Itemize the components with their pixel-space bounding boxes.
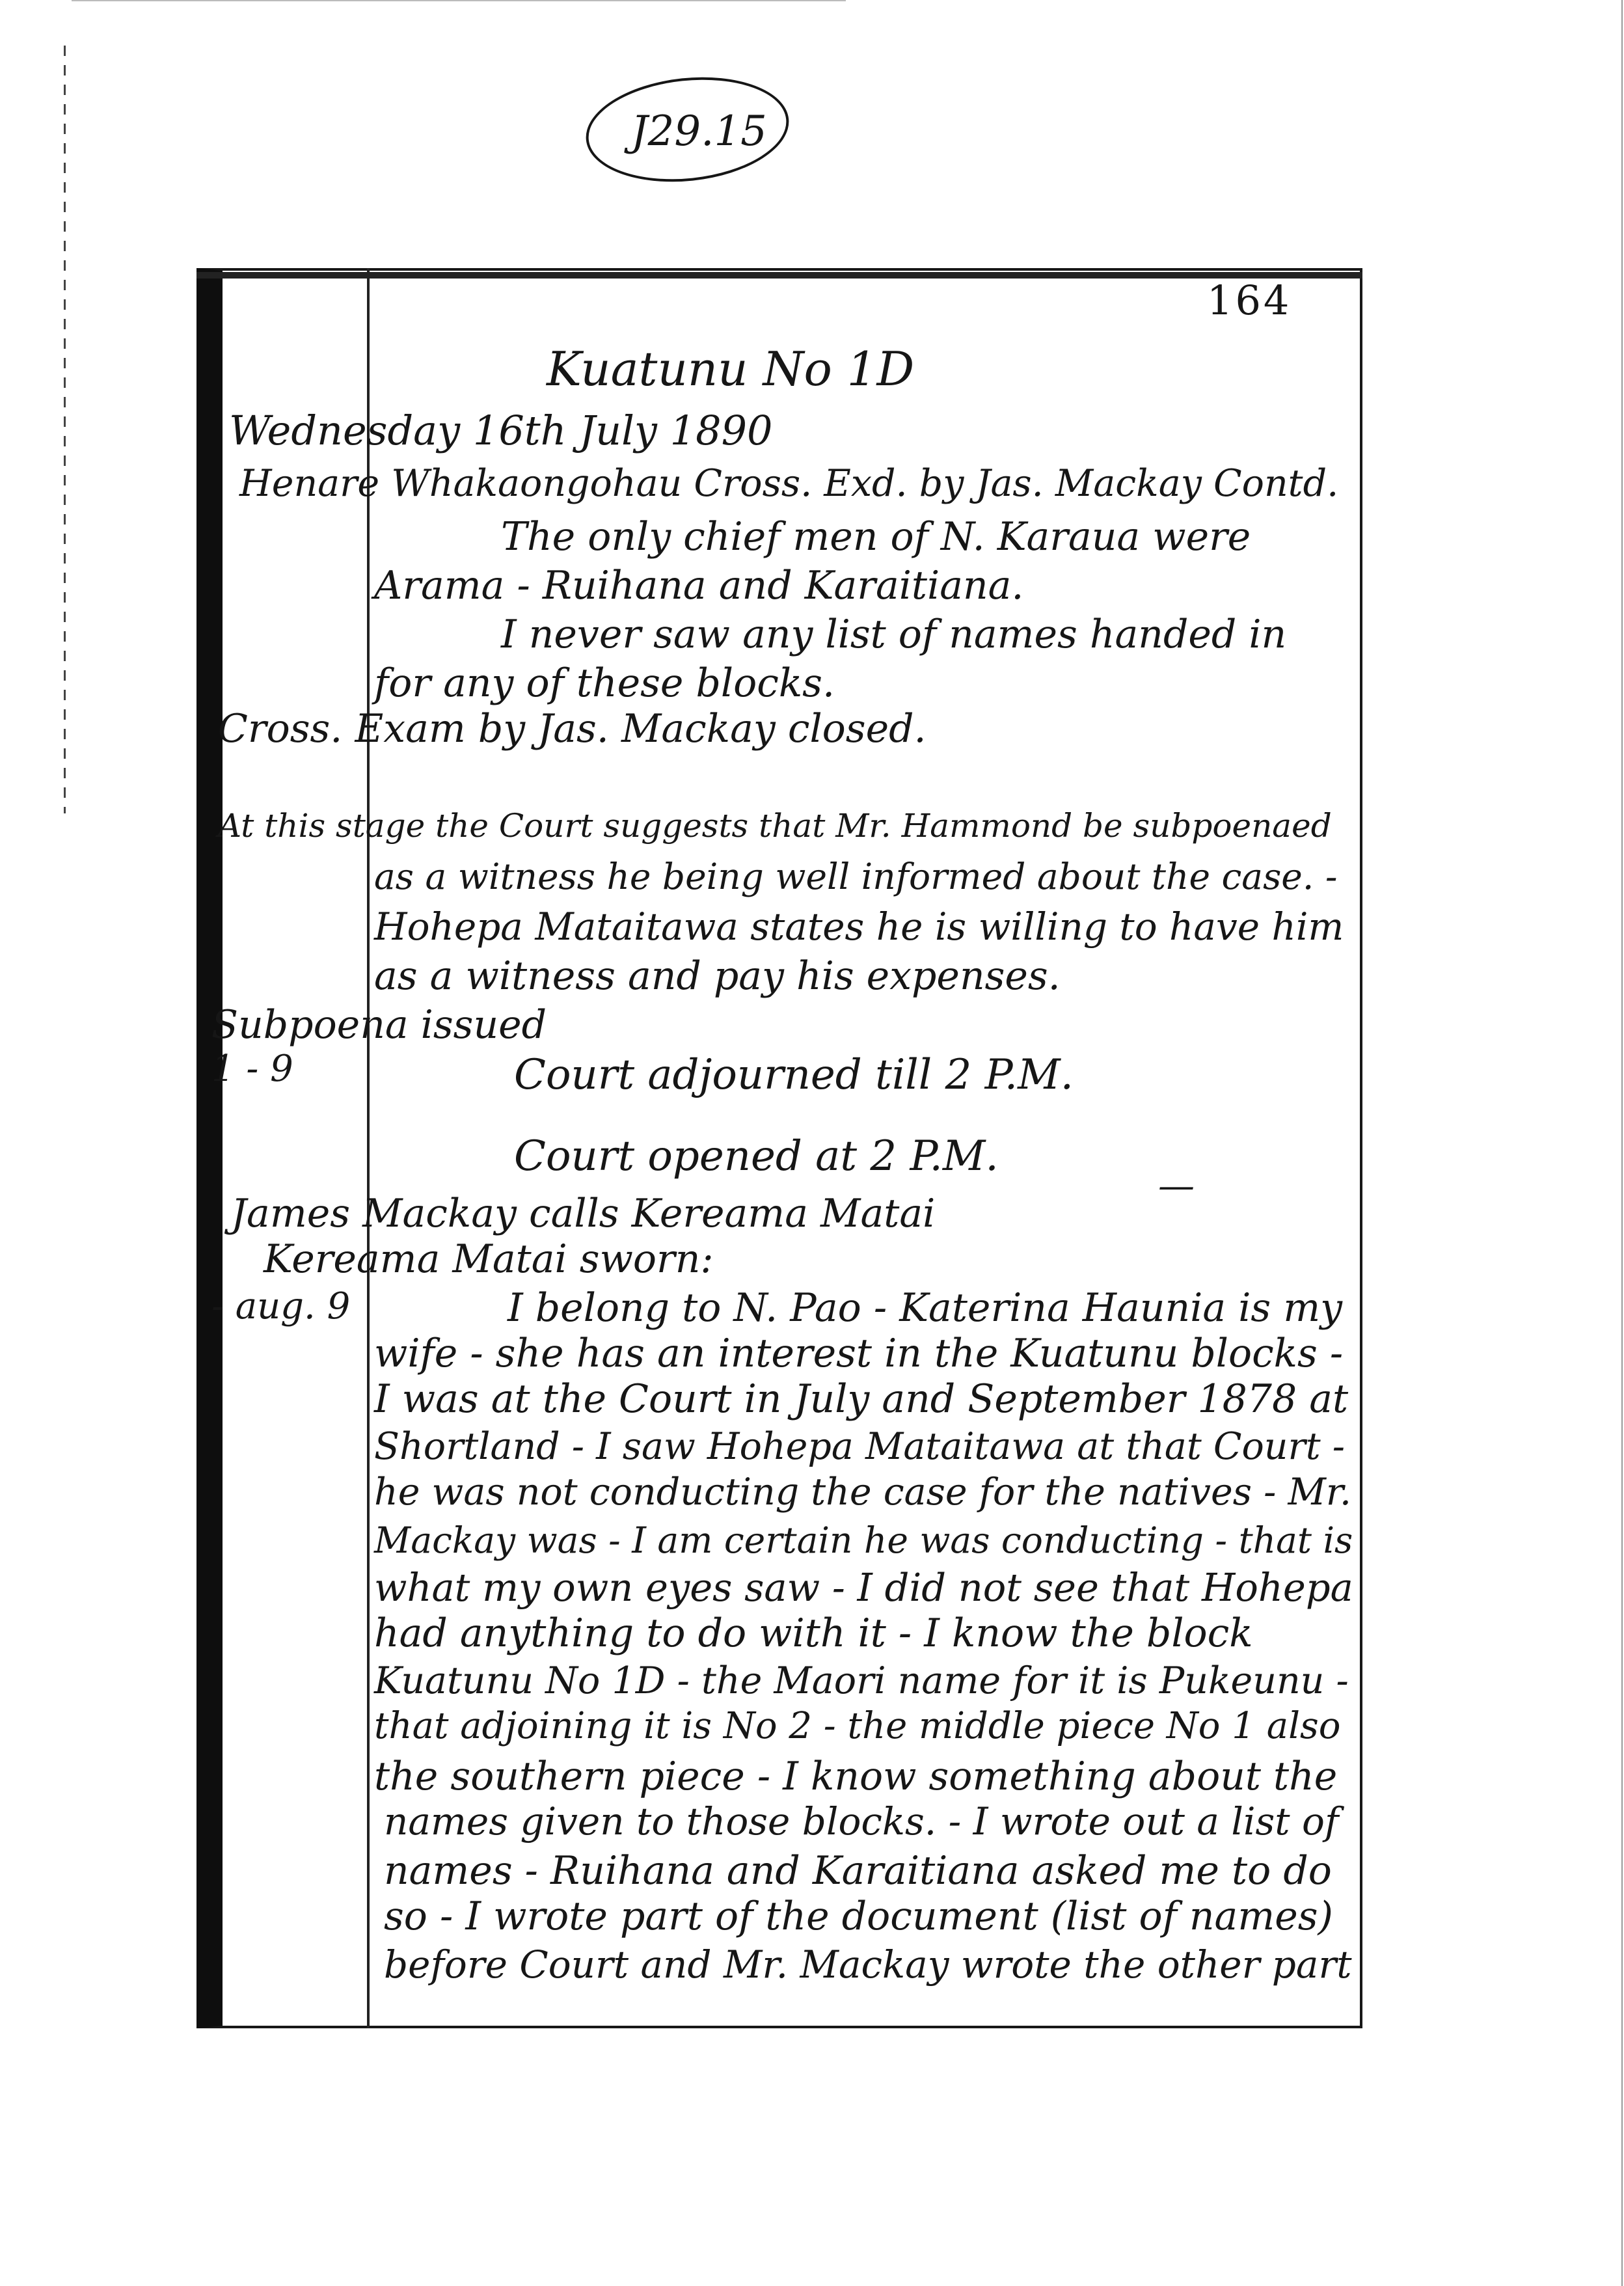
scan-edge-top <box>72 0 846 1</box>
entry-line-10: as a witness and pay his expenses. <box>374 953 1061 999</box>
entry-line-29: so - I wrote part of the document (list of names) <box>384 1894 1333 1939</box>
entry-line-20: he was not conducting the case for the natives - Mr. <box>374 1471 1351 1514</box>
entry-line-14: James Mackay calls Kereama Matai <box>231 1191 936 1236</box>
date-line: Wednesday 16th July 1890 <box>229 407 773 454</box>
entry-line-1: Henare Whakaongohau Cross. Exd. by Jas. Mackay Contd. <box>239 462 1339 505</box>
entry-line-28: names - Ruihana and Karaitiana asked me to do <box>384 1848 1332 1894</box>
entry-line-5: for any of these blocks. <box>374 660 835 706</box>
entry-line-22: what my own eyes saw - I did not see that Hohepa <box>374 1565 1353 1610</box>
entry-line-30: before Court and Mr. Mackay wrote the other part <box>384 1942 1352 1987</box>
entry-line-24: Kuatunu No 1D - the Maori name for it is Pukeunu - <box>374 1659 1349 1702</box>
margin-subpoena-number: 1 - 9 <box>211 1048 293 1090</box>
dash-mark: — <box>1158 1165 1195 1207</box>
margin-sworn-mark: - aug. 9 <box>211 1285 351 1327</box>
entry-line-9: Hohepa Mataitawa states he is willing to have him <box>374 905 1344 949</box>
entry-line-6: Cross. Exam by Jas. Mackay closed. <box>218 706 927 752</box>
heading: Kuatunu No 1D <box>547 342 915 396</box>
entry-line-25: that adjoining it is No 2 - the middle piece No 1 also <box>374 1705 1341 1747</box>
scan-edge-right <box>1621 0 1623 2286</box>
entry-line-19: Shortland - I saw Hohepa Mataitawa at that Court - <box>374 1425 1346 1468</box>
entry-line-7: At this stage the Court suggests that Mr. Hammond be subpoenaed <box>218 807 1332 845</box>
page-number: 164 <box>1207 277 1292 324</box>
entry-line-26: the southern piece - I know something about the <box>374 1754 1338 1799</box>
entry-line-18: I was at the Court in July and September 1878 at <box>374 1376 1349 1422</box>
entry-line-23: had anything to do with it - I know the block <box>374 1611 1253 1656</box>
entry-line-11: Subpoena issued <box>211 1002 547 1048</box>
entry-line-15: Kereama Matai sworn: <box>264 1236 714 1282</box>
entry-line-12: Court adjourned till 2 P.M. <box>514 1051 1074 1099</box>
margin-rule <box>367 268 370 2028</box>
ledger-top-edge <box>196 272 1362 279</box>
entry-line-2: The only chief men of N. Karaua were <box>501 514 1251 560</box>
entry-line-8: as a witness he being well informed about the case. - <box>374 856 1338 897</box>
archive-ref: J29.15 <box>631 107 767 156</box>
entry-line-27: names given to those blocks. - I wrote out a list of <box>384 1799 1339 1844</box>
entry-line-13: Court opened at 2 P.M. <box>514 1132 999 1180</box>
entry-line-4: I never saw any list of names handed in <box>501 612 1287 657</box>
scan-edge-left <box>64 46 66 813</box>
entry-line-17: wife - she has an interest in the Kuatunu blocks - <box>374 1331 1344 1376</box>
entry-line-16: I belong to N. Pao - Katerina Haunia is my <box>508 1285 1343 1331</box>
entry-line-21: Mackay was - I am certain he was conducting - that is <box>374 1519 1353 1561</box>
entry-line-3: Arama - Ruihana and Karaitiana. <box>374 563 1024 608</box>
